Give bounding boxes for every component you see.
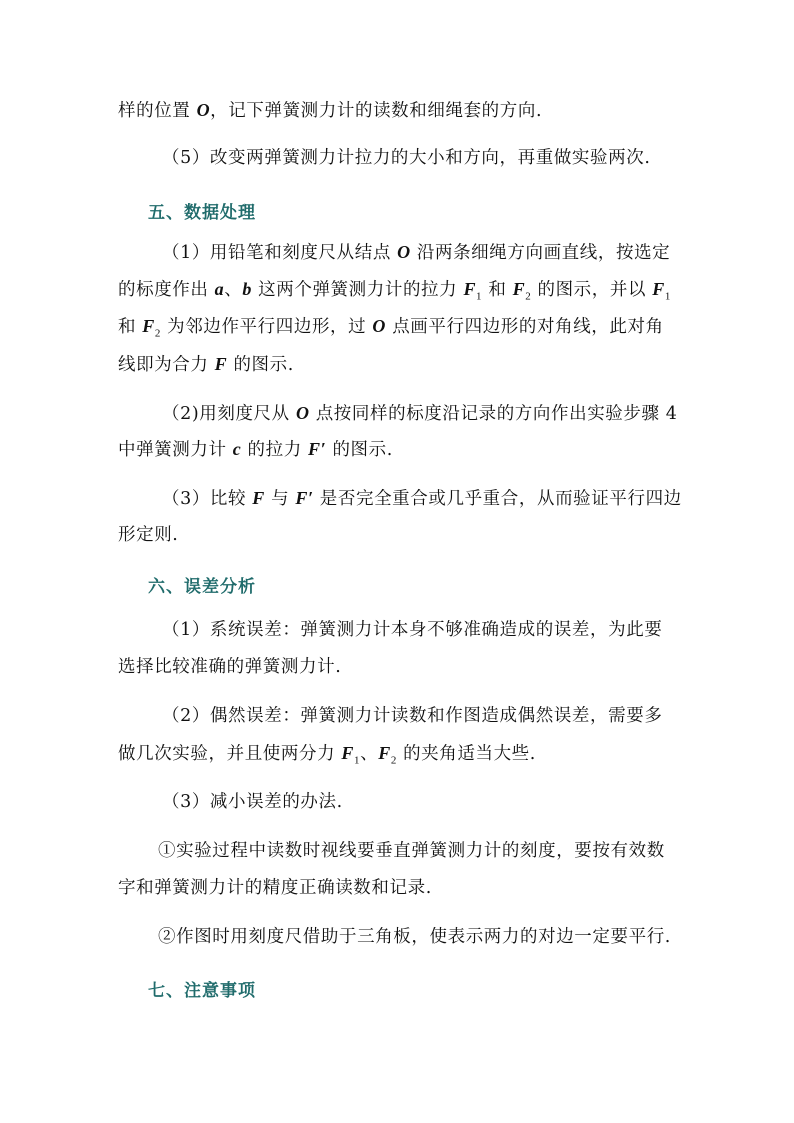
paragraph-line: （1）用铅笔和刻度尺从结点 O 沿两条细绳方向画直线，按选定: [162, 242, 671, 263]
paragraph-line: 中弹簧测力计 c 的拉力 F′ 的图示.: [118, 439, 393, 460]
paragraph-line: （5）改变两弹簧测力计拉力的大小和方向，再重做实验两次.: [162, 148, 651, 168]
paragraph-line: 做几次实验，并且使两分力 $F_1$、$F_2$ 的夹角适当大些.: [118, 743, 536, 767]
paragraph-line: ①实验过程中读数时视线要垂直弹簧测力计的刻度，要按有效数: [158, 841, 665, 861]
paragraph-line: （3）减小误差的办法.: [162, 792, 343, 812]
paragraph-line: ②作图时用刻度尺借助于三角板，使表示两力的对边一定要平行.: [158, 927, 671, 947]
paragraph-line: 的标度作出 a、b 这两个弹簧测力计的拉力 $F_1$ 和 $F_2$ 的图示，并以 $F_1$: [118, 279, 671, 303]
paragraph-line: （2）偶然误差：弹簧测力计读数和作图造成偶然误差，需要多: [162, 706, 663, 726]
paragraph-line: 选择比较准确的弹簧测力计.: [118, 657, 342, 677]
section-heading: 七、注意事项: [148, 981, 256, 1001]
paragraph-line: （2)用刻度尺从 O 点按同样的标度沿记录的方向作出实验步骤 4: [162, 403, 678, 424]
paragraph-line: （3）比较 F 与 F′ 是否完全重合或几乎重合，从而验证平行四边: [162, 488, 682, 509]
section-heading: 六、误差分析: [148, 577, 256, 597]
paragraph-line: 样的位置 O，记下弹簧测力计的读数和细绳套的方向.: [118, 100, 543, 121]
paragraph-line: （1）系统误差：弹簧测力计本身不够准确造成的误差，为此要: [162, 620, 663, 640]
paragraph-line: 线即为合力 F 的图示.: [118, 354, 294, 375]
paragraph-line: 字和弹簧测力计的精度正确读数和记录.: [118, 878, 432, 898]
paragraph-line: 形定则.: [118, 525, 179, 545]
paragraph-line: 和 $F_2$ 为邻边作平行四边形，过 O 点画平行四边形的对角线，此对角: [118, 316, 664, 340]
section-heading: 五、数据处理: [148, 203, 256, 223]
